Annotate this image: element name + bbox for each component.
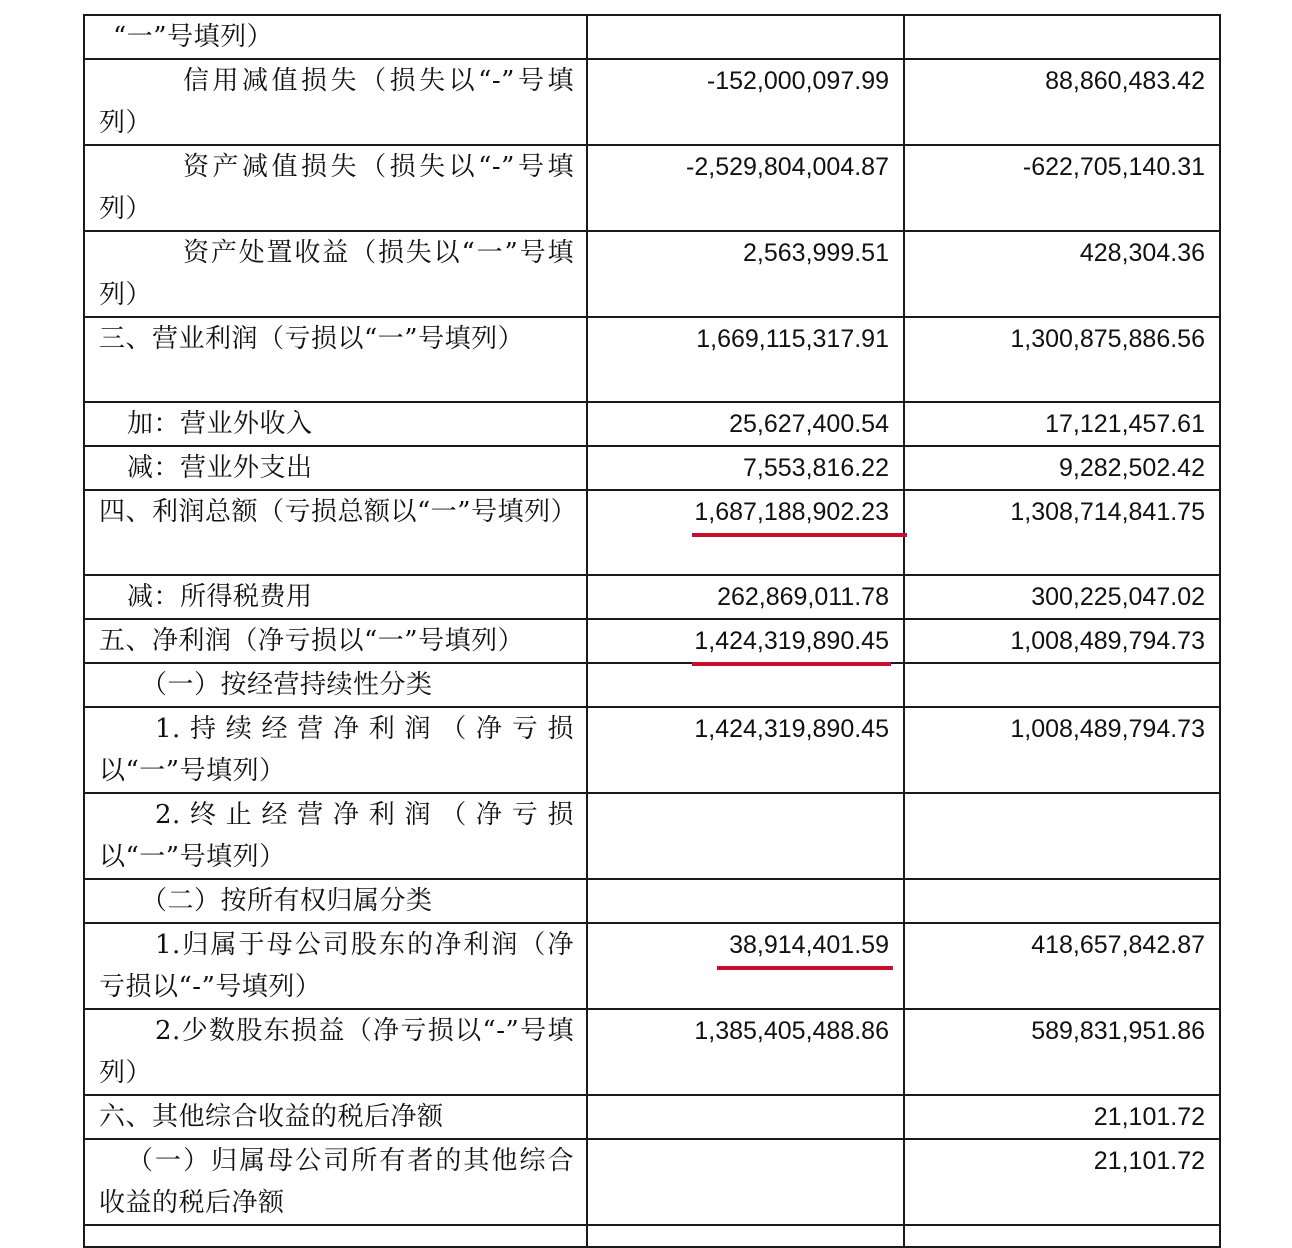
prior-period-value: 21,101.72 bbox=[904, 1095, 1220, 1139]
table-row bbox=[84, 446, 1220, 490]
current-period-value: 25,627,400.54 bbox=[587, 402, 904, 446]
current-period-value: 1,669,115,317.91 bbox=[587, 317, 904, 402]
table-row bbox=[84, 145, 1220, 231]
current-period-value: -152,000,097.99 bbox=[587, 59, 904, 145]
row-label: 资产减值损失（损失以“-”号填列） bbox=[84, 145, 587, 231]
table-row bbox=[84, 1009, 1220, 1095]
row-label: （一）归属母公司所有者的其他综合收益的税后净额 bbox=[84, 1139, 587, 1225]
table-row bbox=[84, 793, 1220, 879]
prior-period-value bbox=[904, 1225, 1220, 1247]
row-label: 减：所得税费用 bbox=[84, 575, 587, 619]
table-row bbox=[84, 663, 1220, 707]
row-label: 1.归属于母公司股东的净利润（净亏损以“-”号填列） bbox=[84, 923, 587, 1009]
table-row bbox=[84, 59, 1220, 145]
row-label: 资产处置收益（损失以“一”号填列） bbox=[84, 231, 587, 317]
row-label: 2.终止经营净利润（净亏损以“一”号填列） bbox=[84, 793, 587, 879]
table-row bbox=[84, 879, 1220, 923]
row-label: 三、营业利润（亏损以“一”号填列） bbox=[84, 317, 587, 402]
current-period-value bbox=[587, 1225, 904, 1247]
table-row bbox=[84, 707, 1220, 793]
current-period-value bbox=[587, 15, 904, 59]
prior-period-value bbox=[904, 793, 1220, 879]
prior-period-value: 17,121,457.61 bbox=[904, 402, 1220, 446]
row-label: （一）按经营持续性分类 bbox=[84, 663, 587, 707]
highlight-underline: 1,424,319,890.45 bbox=[694, 620, 889, 662]
prior-period-value: 1,300,875,886.56 bbox=[904, 317, 1220, 402]
prior-period-value: 418,657,842.87 bbox=[904, 923, 1220, 1009]
table-row-cut-off bbox=[84, 1225, 1220, 1247]
current-period-value bbox=[587, 490, 904, 575]
table-row bbox=[84, 402, 1220, 446]
prior-period-value: 1,008,489,794.73 bbox=[904, 619, 1220, 663]
current-period-value: -2,529,804,004.87 bbox=[587, 145, 904, 231]
prior-period-value: 300,225,047.02 bbox=[904, 575, 1220, 619]
row-label: 加：营业外收入 bbox=[84, 402, 587, 446]
prior-period-value: 428,304.36 bbox=[904, 231, 1220, 317]
row-label: 五、净利润（净亏损以“一”号填列） bbox=[84, 619, 587, 663]
row-label: 1.持续经营净利润（净亏损以“一”号填列） bbox=[84, 707, 587, 793]
row-label: “一”号填列） bbox=[84, 15, 587, 59]
current-period-value bbox=[587, 663, 904, 707]
row-label bbox=[84, 1225, 587, 1247]
table-row bbox=[84, 490, 1220, 575]
current-period-value: 1,424,319,890.45 bbox=[587, 707, 904, 793]
current-period-value: 1,385,405,488.86 bbox=[587, 1009, 904, 1095]
table-row bbox=[84, 15, 1220, 59]
current-period-value bbox=[587, 923, 904, 1009]
current-period-value bbox=[587, 619, 904, 663]
current-period-value bbox=[587, 1095, 904, 1139]
row-label: 四、利润总额（亏损总额以“一”号填列） bbox=[84, 490, 587, 575]
highlight-underline: 38,914,401.59 bbox=[729, 924, 889, 966]
current-period-value: 7,553,816.22 bbox=[587, 446, 904, 490]
row-label: 六、其他综合收益的税后净额 bbox=[84, 1095, 587, 1139]
prior-period-value: 589,831,951.86 bbox=[904, 1009, 1220, 1095]
prior-period-value bbox=[904, 15, 1220, 59]
current-period-value: 262,869,011.78 bbox=[587, 575, 904, 619]
prior-period-value: 88,860,483.42 bbox=[904, 59, 1220, 145]
current-period-value bbox=[587, 793, 904, 879]
table-row bbox=[84, 1139, 1220, 1225]
income-statement-table bbox=[83, 14, 1221, 1248]
row-label: 2.少数股东损益（净亏损以“-”号填列） bbox=[84, 1009, 587, 1095]
current-period-value bbox=[587, 1139, 904, 1225]
table-row bbox=[84, 231, 1220, 317]
table-row bbox=[84, 1095, 1220, 1139]
prior-period-value: 21,101.72 bbox=[904, 1139, 1220, 1225]
table-row bbox=[84, 619, 1220, 663]
prior-period-value bbox=[904, 879, 1220, 923]
row-label: 信用减值损失（损失以“-”号填列） bbox=[84, 59, 587, 145]
row-label: （二）按所有权归属分类 bbox=[84, 879, 587, 923]
prior-period-value bbox=[904, 663, 1220, 707]
table-row bbox=[84, 923, 1220, 1009]
current-period-value bbox=[587, 879, 904, 923]
highlight-underline: 1,687,188,902.23 bbox=[694, 491, 889, 533]
prior-period-value: 1,308,714,841.75 bbox=[904, 490, 1220, 575]
prior-period-value: -622,705,140.31 bbox=[904, 145, 1220, 231]
prior-period-value: 1,008,489,794.73 bbox=[904, 707, 1220, 793]
current-period-value: 2,563,999.51 bbox=[587, 231, 904, 317]
prior-period-value: 9,282,502.42 bbox=[904, 446, 1220, 490]
table-row bbox=[84, 575, 1220, 619]
table-row bbox=[84, 317, 1220, 402]
row-label: 减：营业外支出 bbox=[84, 446, 587, 490]
